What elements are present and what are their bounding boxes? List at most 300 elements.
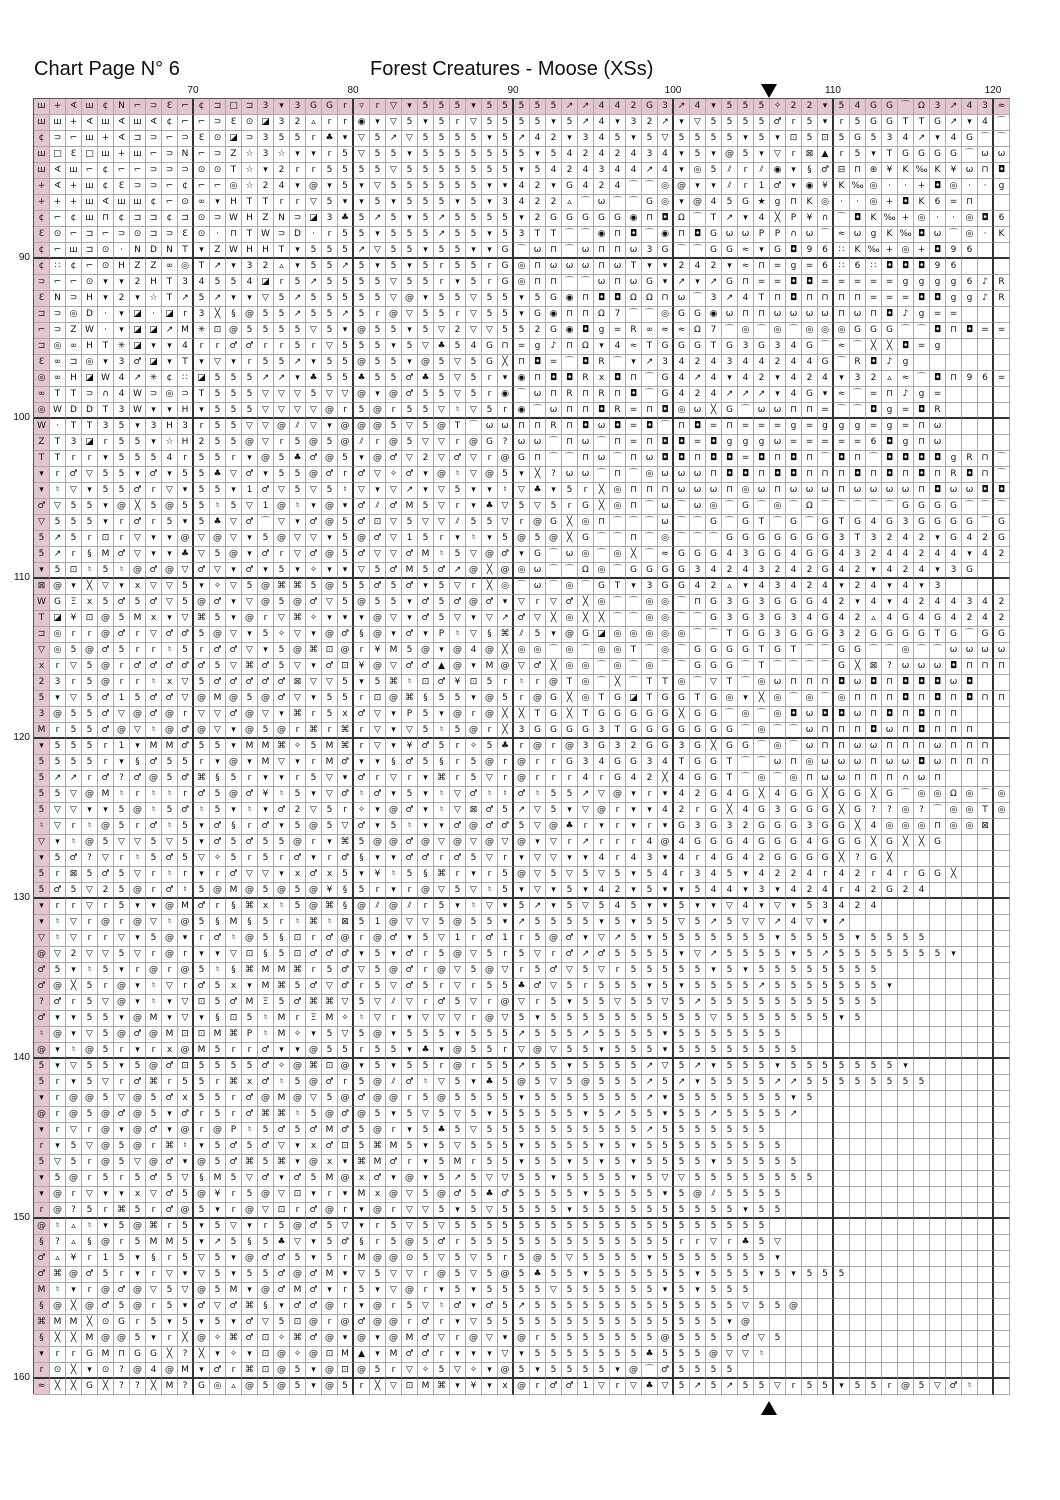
grid-cell: [898, 899, 914, 915]
grid-cell: ▽: [242, 867, 258, 883]
grid-cell: ♂: [770, 179, 786, 195]
grid-cell: 5: [482, 1315, 498, 1331]
grid-cell: ▾: [450, 1027, 466, 1043]
grid-cell: R: [930, 403, 946, 419]
grid-cell: ▽: [482, 1171, 498, 1187]
grid-cell: r: [306, 963, 322, 979]
grid-cell: ▾: [738, 883, 754, 899]
grid-cell: =: [818, 435, 834, 451]
grid-cell: ♂: [338, 1107, 354, 1123]
grid-cell: ◘: [834, 451, 850, 467]
grid-cell: 5: [690, 1219, 706, 1235]
grid-cell: ♂: [482, 931, 498, 947]
grid-cell: 5: [738, 947, 754, 963]
grid-cell: 5: [290, 1251, 306, 1267]
grid-cell: 5: [546, 1315, 562, 1331]
grid-cell: 5: [162, 1299, 178, 1315]
grid-cell: ◎: [578, 659, 594, 675]
grid-cell: G: [674, 819, 690, 835]
grid-cell: G: [626, 723, 642, 739]
grid-cell: T: [194, 387, 210, 403]
grid-cell: ▾: [290, 243, 306, 259]
grid-cell: 5: [290, 1075, 306, 1091]
grid-cell: ⊙: [242, 115, 258, 131]
grid-cell: [946, 1315, 962, 1331]
grid-cell: ω: [562, 547, 578, 563]
grid-cell: G: [658, 707, 674, 723]
grid-cell: ▽: [306, 483, 322, 499]
grid-cell: [994, 1315, 1010, 1331]
grid-cell: W: [34, 595, 50, 611]
grid-cell: [882, 1363, 898, 1379]
grid-cell: 3: [898, 515, 914, 531]
grid-cell: @: [82, 643, 98, 659]
grid-cell: 4: [786, 915, 802, 931]
grid-cell: 5: [690, 1203, 706, 1219]
grid-cell: W: [34, 419, 50, 435]
grid-cell: r: [98, 979, 114, 995]
grid-cell: 5: [546, 1027, 562, 1043]
grid-cell: ↗: [722, 387, 738, 403]
grid-cell: 5: [690, 1155, 706, 1171]
grid-cell: r: [66, 547, 82, 563]
grid-cell: 4: [530, 131, 546, 147]
grid-cell: G: [834, 819, 850, 835]
grid-cell: ⌘: [338, 835, 354, 851]
grid-cell: 2: [530, 195, 546, 211]
grid-cell: ◎: [226, 179, 242, 195]
grid-cell: ▽: [386, 611, 402, 627]
grid-cell: ▽: [434, 403, 450, 419]
grid-cell: ω: [530, 387, 546, 403]
grid-cell: ♪: [898, 307, 914, 323]
grid-cell: [978, 1011, 994, 1027]
grid-cell: ≈: [34, 1379, 50, 1395]
grid-cell: [850, 1043, 866, 1059]
grid-cell: ▾: [114, 323, 130, 339]
grid-cell: 5: [610, 1011, 626, 1027]
grid-cell: @: [210, 883, 226, 899]
grid-cell: ◎: [82, 355, 98, 371]
grid-cell: [882, 1235, 898, 1251]
grid-cell: r: [306, 707, 322, 723]
grid-cell: 4: [674, 771, 690, 787]
grid-cell: 5: [818, 1379, 834, 1395]
grid-cell: ↗: [514, 1027, 530, 1043]
grid-cell: 5: [562, 1235, 578, 1251]
grid-cell: 6: [946, 259, 962, 275]
grid-cell: ⊓: [818, 291, 834, 307]
grid-cell: [898, 1251, 914, 1267]
grid-cell: r: [50, 1123, 66, 1139]
grid-cell: ▽: [66, 803, 82, 819]
grid-cell: =: [866, 387, 882, 403]
grid-cell: 5: [690, 1299, 706, 1315]
grid-cell: 3: [770, 627, 786, 643]
grid-cell: =: [610, 323, 626, 339]
grid-cell: 5: [482, 915, 498, 931]
grid-cell: ⊃: [82, 387, 98, 403]
grid-cell: ♣: [178, 547, 194, 563]
grid-cell: ▽: [370, 995, 386, 1011]
grid-cell: ♂: [402, 947, 418, 963]
grid-cell: @: [402, 1171, 418, 1187]
grid-cell: G: [722, 659, 738, 675]
grid-cell: ω: [722, 307, 738, 323]
grid-cell: ▽: [482, 611, 498, 627]
grid-cell: 5: [82, 515, 98, 531]
grid-cell: 5: [210, 659, 226, 675]
grid-cell: ▾: [818, 915, 834, 931]
grid-cell: ▾: [418, 627, 434, 643]
grid-cell: ♂: [530, 659, 546, 675]
grid-cell: 5: [482, 979, 498, 995]
grid-cell: G: [658, 387, 674, 403]
grid-cell: r: [274, 339, 290, 355]
grid-cell: 5: [98, 963, 114, 979]
grid-cell: ?: [130, 1379, 146, 1395]
grid-cell: r: [482, 387, 498, 403]
grid-cell: ⊓: [658, 291, 674, 307]
grid-cell: ▽: [274, 483, 290, 499]
grid-cell: [882, 1107, 898, 1123]
grid-cell: 5: [770, 1027, 786, 1043]
grid-cell: ▾: [578, 883, 594, 899]
grid-cell: W: [130, 403, 146, 419]
grid-cell: ♮: [434, 547, 450, 563]
grid-cell: 2: [994, 611, 1010, 627]
grid-cell: ◘: [658, 435, 674, 451]
grid-cell: 5: [722, 1043, 738, 1059]
grid-cell: g: [946, 451, 962, 467]
grid-cell: [786, 1315, 802, 1331]
grid-cell: ⌘: [306, 915, 322, 931]
grid-cell: 4: [674, 355, 690, 371]
grid-cell: §: [34, 1235, 50, 1251]
grid-cell: ▽: [194, 851, 210, 867]
grid-cell: ◎: [626, 627, 642, 643]
grid-cell: [962, 1171, 978, 1187]
grid-cell: ▾: [322, 179, 338, 195]
grid-cell: [946, 1059, 962, 1075]
grid-cell: 5: [50, 787, 66, 803]
grid-cell: 5: [258, 723, 274, 739]
grid-cell: r: [450, 307, 466, 323]
grid-cell: ◎: [50, 627, 66, 643]
grid-cell: 3: [722, 611, 738, 627]
grid-cell: ⌘: [162, 1139, 178, 1155]
grid-cell: ∞: [162, 259, 178, 275]
grid-cell: T: [34, 451, 50, 467]
grid-cell: ▽: [386, 99, 402, 115]
grid-cell: [882, 995, 898, 1011]
grid-cell: ♂: [322, 1075, 338, 1091]
grid-cell: ⌒: [786, 323, 802, 339]
grid-cell: ▽: [66, 915, 82, 931]
grid-cell: ╳: [594, 499, 610, 515]
grid-cell: ш: [114, 195, 130, 211]
grid-cell: @: [482, 467, 498, 483]
grid-cell: G: [514, 451, 530, 467]
grid-cell: ▽: [690, 115, 706, 131]
grid-cell: ◎: [642, 659, 658, 675]
grid-cell: [978, 1027, 994, 1043]
grid-cell: ▾: [466, 611, 482, 627]
grid-cell: 5: [66, 499, 82, 515]
grid-cell: ◎: [642, 611, 658, 627]
grid-cell: 5: [594, 1187, 610, 1203]
grid-cell: @: [130, 1363, 146, 1379]
grid-cell: 2: [690, 787, 706, 803]
grid-cell: 5: [210, 275, 226, 291]
grid-cell: 5: [610, 1267, 626, 1283]
grid-cell: r: [130, 963, 146, 979]
grid-cell: 5: [418, 1219, 434, 1235]
grid-cell: [786, 1363, 802, 1379]
grid-cell: [754, 1283, 770, 1299]
grid-cell: 5: [722, 1107, 738, 1123]
grid-cell: r: [402, 1091, 418, 1107]
grid-cell: 5: [866, 131, 882, 147]
grid-cell: ▾: [114, 1123, 130, 1139]
grid-cell: [914, 1107, 930, 1123]
grid-cell: 5: [114, 803, 130, 819]
grid-cell: r: [66, 819, 82, 835]
grid-cell: @: [274, 499, 290, 515]
grid-cell: ▾: [290, 755, 306, 771]
grid-cell: ↗: [562, 99, 578, 115]
grid-cell: G: [866, 851, 882, 867]
grid-cell: ⊓: [226, 227, 242, 243]
grid-cell: ▾: [226, 563, 242, 579]
grid-cell: r: [34, 1363, 50, 1379]
grid-cell: ▾: [402, 611, 418, 627]
grid-cell: ¥: [322, 883, 338, 899]
grid-cell: @: [498, 659, 514, 675]
grid-cell: ↗: [578, 99, 594, 115]
grid-cell: r: [242, 355, 258, 371]
grid-cell: ◘: [914, 227, 930, 243]
grid-cell: ↗: [642, 355, 658, 371]
grid-cell: ▾: [274, 707, 290, 723]
grid-cell: [770, 1363, 786, 1379]
grid-cell: 5: [466, 259, 482, 275]
grid-cell: ↗: [770, 1075, 786, 1091]
grid-cell: 5: [546, 1059, 562, 1075]
grid-cell: ▾: [706, 1059, 722, 1075]
grid-cell: [898, 1043, 914, 1059]
grid-cell: ╳: [162, 1347, 178, 1363]
grid-cell: 5: [322, 243, 338, 259]
grid-cell: @: [290, 595, 306, 611]
grid-cell: r: [114, 1235, 130, 1251]
grid-cell: 2: [850, 627, 866, 643]
grid-cell: T: [562, 675, 578, 691]
grid-cell: 2: [770, 563, 786, 579]
grid-cell: ▽: [114, 931, 130, 947]
grid-cell: ♂: [194, 899, 210, 915]
grid-cell: 5: [386, 819, 402, 835]
grid-cell: ♂: [402, 387, 418, 403]
grid-cell: [978, 387, 994, 403]
grid-cell: ▽: [466, 1123, 482, 1139]
grid-cell: [882, 1043, 898, 1059]
grid-cell: 5: [402, 179, 418, 195]
grid-cell: M: [258, 739, 274, 755]
grid-cell: 3: [802, 819, 818, 835]
grid-cell: ⌘: [226, 1027, 242, 1043]
grid-cell: 4: [946, 595, 962, 611]
grid-cell: ω: [802, 227, 818, 243]
grid-cell: r: [290, 1011, 306, 1027]
grid-cell: ╳: [546, 659, 562, 675]
grid-cell: 5: [562, 1283, 578, 1299]
grid-cell: Μ: [210, 1027, 226, 1043]
grid-cell: 5: [530, 1027, 546, 1043]
grid-cell: ▾: [34, 467, 50, 483]
grid-cell: ♂: [114, 1107, 130, 1123]
grid-cell: ♂: [562, 1379, 578, 1395]
grid-cell: ↗: [434, 227, 450, 243]
grid-cell: ▾: [306, 787, 322, 803]
grid-cell: 5: [466, 1027, 482, 1043]
grid-cell: 5: [754, 1027, 770, 1043]
grid-cell: 5: [162, 755, 178, 771]
grid-cell: ⌒: [978, 499, 994, 515]
grid-cell: ▾: [674, 147, 690, 163]
grid-cell: 5: [594, 995, 610, 1011]
grid-cell: G: [594, 211, 610, 227]
grid-cell: R: [850, 355, 866, 371]
grid-cell: ◘: [978, 483, 994, 499]
grid-cell: 9: [962, 371, 978, 387]
grid-cell: ⌒: [738, 403, 754, 419]
grid-cell: G: [946, 627, 962, 643]
grid-cell: 5: [626, 1299, 642, 1315]
grid-cell: ▽: [130, 835, 146, 851]
grid-cell: ◉: [354, 115, 370, 131]
grid-cell: 3: [114, 403, 130, 419]
grid-cell: ω: [898, 483, 914, 499]
grid-cell: 3: [658, 99, 674, 115]
grid-cell: ▾: [338, 1187, 354, 1203]
grid-cell: @: [338, 419, 354, 435]
grid-cell: G: [722, 723, 738, 739]
grid-cell: ▽: [306, 531, 322, 547]
grid-cell: ⌒: [626, 307, 642, 323]
grid-cell: G: [82, 1347, 98, 1363]
grid-cell: ▽: [514, 483, 530, 499]
grid-cell: ♂: [386, 931, 402, 947]
grid-cell: ▾: [738, 131, 754, 147]
grid-cell: ◎: [962, 803, 978, 819]
grid-cell: [770, 1347, 786, 1363]
grid-cell: 5: [194, 515, 210, 531]
grid-cell: G: [834, 835, 850, 851]
grid-cell: ♂: [162, 659, 178, 675]
grid-cell: ▾: [354, 867, 370, 883]
grid-cell: ω: [850, 707, 866, 723]
grid-cell: ▽: [402, 995, 418, 1011]
grid-cell: [930, 963, 946, 979]
grid-cell: ш: [98, 115, 114, 131]
grid-cell: 5: [594, 1363, 610, 1379]
grid-cell: [962, 1059, 978, 1075]
grid-cell: [802, 1315, 818, 1331]
grid-cell: 5: [786, 1171, 802, 1187]
grid-cell: g: [786, 259, 802, 275]
grid-cell: ◘: [786, 707, 802, 723]
grid-cell: G: [770, 819, 786, 835]
grid-cell: ⌒: [610, 563, 626, 579]
grid-cell: @: [98, 1139, 114, 1155]
grid-cell: ╳: [66, 1379, 82, 1395]
grid-cell: ▽: [402, 723, 418, 739]
grid-cell: 5: [882, 931, 898, 947]
grid-cell: ♂: [146, 563, 162, 579]
grid-cell: ⅹ: [322, 1155, 338, 1171]
grid-cell: ▾: [706, 899, 722, 915]
grid-cell: ▾: [130, 291, 146, 307]
grid-cell: ◘: [850, 467, 866, 483]
grid-cell: ✧: [418, 1363, 434, 1379]
grid-cell: @: [242, 931, 258, 947]
grid-cell: 1: [370, 915, 386, 931]
grid-cell: ♣: [322, 131, 338, 147]
grid-cell: 5: [562, 1123, 578, 1139]
grid-cell: ⊡: [322, 643, 338, 659]
grid-cell: ▾: [402, 99, 418, 115]
grid-cell: ⊃: [146, 179, 162, 195]
grid-cell: ⌒: [978, 515, 994, 531]
grid-cell: ▽: [178, 611, 194, 627]
grid-cell: ▾: [226, 803, 242, 819]
grid-cell: G: [802, 627, 818, 643]
grid-cell: T: [850, 531, 866, 547]
grid-cell: 4: [706, 195, 722, 211]
grid-cell: ⊃: [210, 211, 226, 227]
grid-cell: 5: [546, 803, 562, 819]
grid-cell: ω: [546, 403, 562, 419]
grid-cell: 4: [802, 355, 818, 371]
grid-cell: r: [338, 115, 354, 131]
grid-cell: ≈: [834, 339, 850, 355]
grid-cell: ш: [82, 131, 98, 147]
grid-cell: 5: [706, 1043, 722, 1059]
grid-cell: 4: [786, 387, 802, 403]
grid-cell: 5: [226, 403, 242, 419]
grid-cell: ⊐: [146, 227, 162, 243]
grid-cell: ⊓: [882, 387, 898, 403]
grid-cell: ▾: [418, 1171, 434, 1187]
grid-cell: ♂: [514, 611, 530, 627]
grid-cell: ⊓: [818, 739, 834, 755]
grid-cell: 5: [274, 355, 290, 371]
grid-cell: G: [690, 771, 706, 787]
grid-cell: ◘: [546, 371, 562, 387]
grid-cell: ◎: [994, 803, 1010, 819]
grid-cell: G: [530, 307, 546, 323]
grid-cell: g: [898, 355, 914, 371]
grid-cell: ⊡: [290, 947, 306, 963]
grid-cell: 5: [594, 1059, 610, 1075]
grid-cell: 4: [754, 867, 770, 883]
grid-cell: G: [706, 771, 722, 787]
grid-cell: r: [178, 451, 194, 467]
grid-cell: 5: [370, 563, 386, 579]
grid-cell: [882, 1171, 898, 1187]
grid-cell: r: [162, 1219, 178, 1235]
